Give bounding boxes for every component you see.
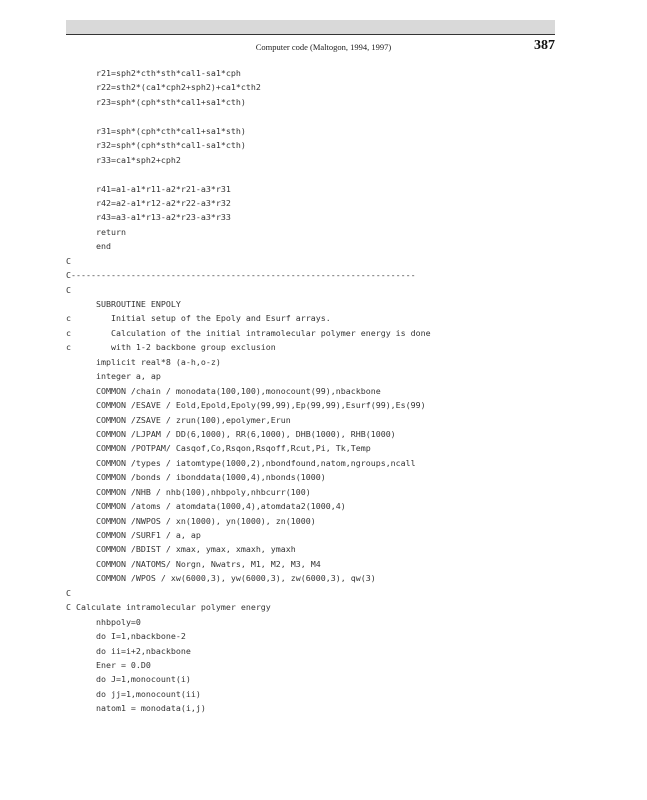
code-line: COMMON /ESAVE / Eold,Epold,Epoly(99,99),Ep(99,99),Esurf(99),Es(99) [66,400,426,411]
code-line: r33=ca1*sph2+cph2 [66,154,181,165]
running-header: Computer code (Maltogon, 1994, 1997) [255,42,392,52]
code-line: r31=sph*(cph*cth*cal1+sa1*sth) [66,125,246,136]
code-line: nhbpoly=0 [66,616,141,627]
code-line: end [66,241,111,252]
code-line: COMMON /NHB / nhb(100),nhbpoly,nhbcurr(100) [66,486,311,497]
code-line: COMMON /types / iatomtype(1000,2),nbondfound,natom,ngroups,ncall [66,457,416,468]
code-line: do J=1,monocount(i) [66,674,191,685]
code-line: natom1 = monodata(i,j) [66,703,206,714]
code-line [66,109,431,123]
header-bar [66,20,555,34]
code-line: C [66,255,71,266]
page-number: 387 [534,38,555,53]
code-line: Ener = 0.D0 [66,659,151,670]
code-line: COMMON /WPOS / xw(6000,3), yw(6000,3), zw(6000,3), qw(3) [66,573,376,584]
code-line: integer a, ap [66,371,161,382]
code-line: COMMON /atoms / atomdata(1000,4),atomdata2(1000,4) [66,501,346,512]
code-line: C [66,284,71,295]
code-line: C Calculate intramolecular polymer energy [66,602,271,613]
code-line: COMMON /ZSAVE / zrun(100),epolymer,Erun [66,414,291,425]
code-line: do ii=i+2,nbackbone [66,645,191,656]
code-line: COMMON /SURF1 / a, ap [66,530,201,540]
code-line: COMMON /LJPAM / DD(6,1000), RR(6,1000), DHB(1000), RHB(1000) [66,428,396,439]
code-line [66,167,431,181]
code-line: COMMON /chain / monodata(100,100),monocount(99),nbackbone [66,385,381,396]
code-line: r22=sth2*(ca1*cph2+sph2)+ca1*cth2 [66,82,261,93]
code-line: COMMON /bonds / ibonddata(1000,4),nbonds(1000) [66,472,326,483]
code-line: C [66,587,71,598]
code-line: r23=sph*(cph*sth*cal1+sa1*cth) [66,96,246,107]
code-line: r43=a3-a1*r13-a2*r23-a3*r33 [66,212,231,223]
code-line: r21=sph2*cth*sth*cal1-sa1*cph [66,68,241,78]
code-line: do jj=1,monocount(ii) [66,688,201,699]
code-line: COMMON /NWPOS / xn(1000), yn(1000), zn(1000) [66,515,316,526]
header-rule [66,34,555,35]
code-line: implicit real*8 (a-h,o-z) [66,356,221,367]
code-listing [66,66,431,716]
code-line: r32=sph*(cph*sth*cal1-sa1*cth) [66,140,246,151]
code-line: c Initial setup of the Epoly and Esurf arrays. [66,313,331,324]
code-line: do I=1,nbackbone-2 [66,631,186,642]
code-line: c Calculation of the initial intramolecular polymer energy is done [66,327,431,338]
code-line: COMMON /NATOMS/ Norgn, Nwatrs, M1, M2, M3, M4 [66,558,321,569]
code-line: SUBROUTINE ENPOLY [66,299,181,309]
code-line: r42=a2-a1*r12-a2*r22-a3*r32 [66,197,231,208]
code-line: return [66,226,126,237]
code-line: C--------------------------------------------------------------------- [66,270,416,281]
code-line: r41=a1-a1*r11-a2*r21-a3*r31 [66,183,231,194]
code-line: c with 1-2 backbone group exclusion [66,342,276,353]
code-line: COMMON /BDIST / xmax, ymax, xmaxh, ymaxh [66,544,296,555]
code-line: COMMON /POTPAM/ Casqof,Co,Rsqon,Rsqoff,Rcut,Pi, Tk,Temp [66,443,371,454]
